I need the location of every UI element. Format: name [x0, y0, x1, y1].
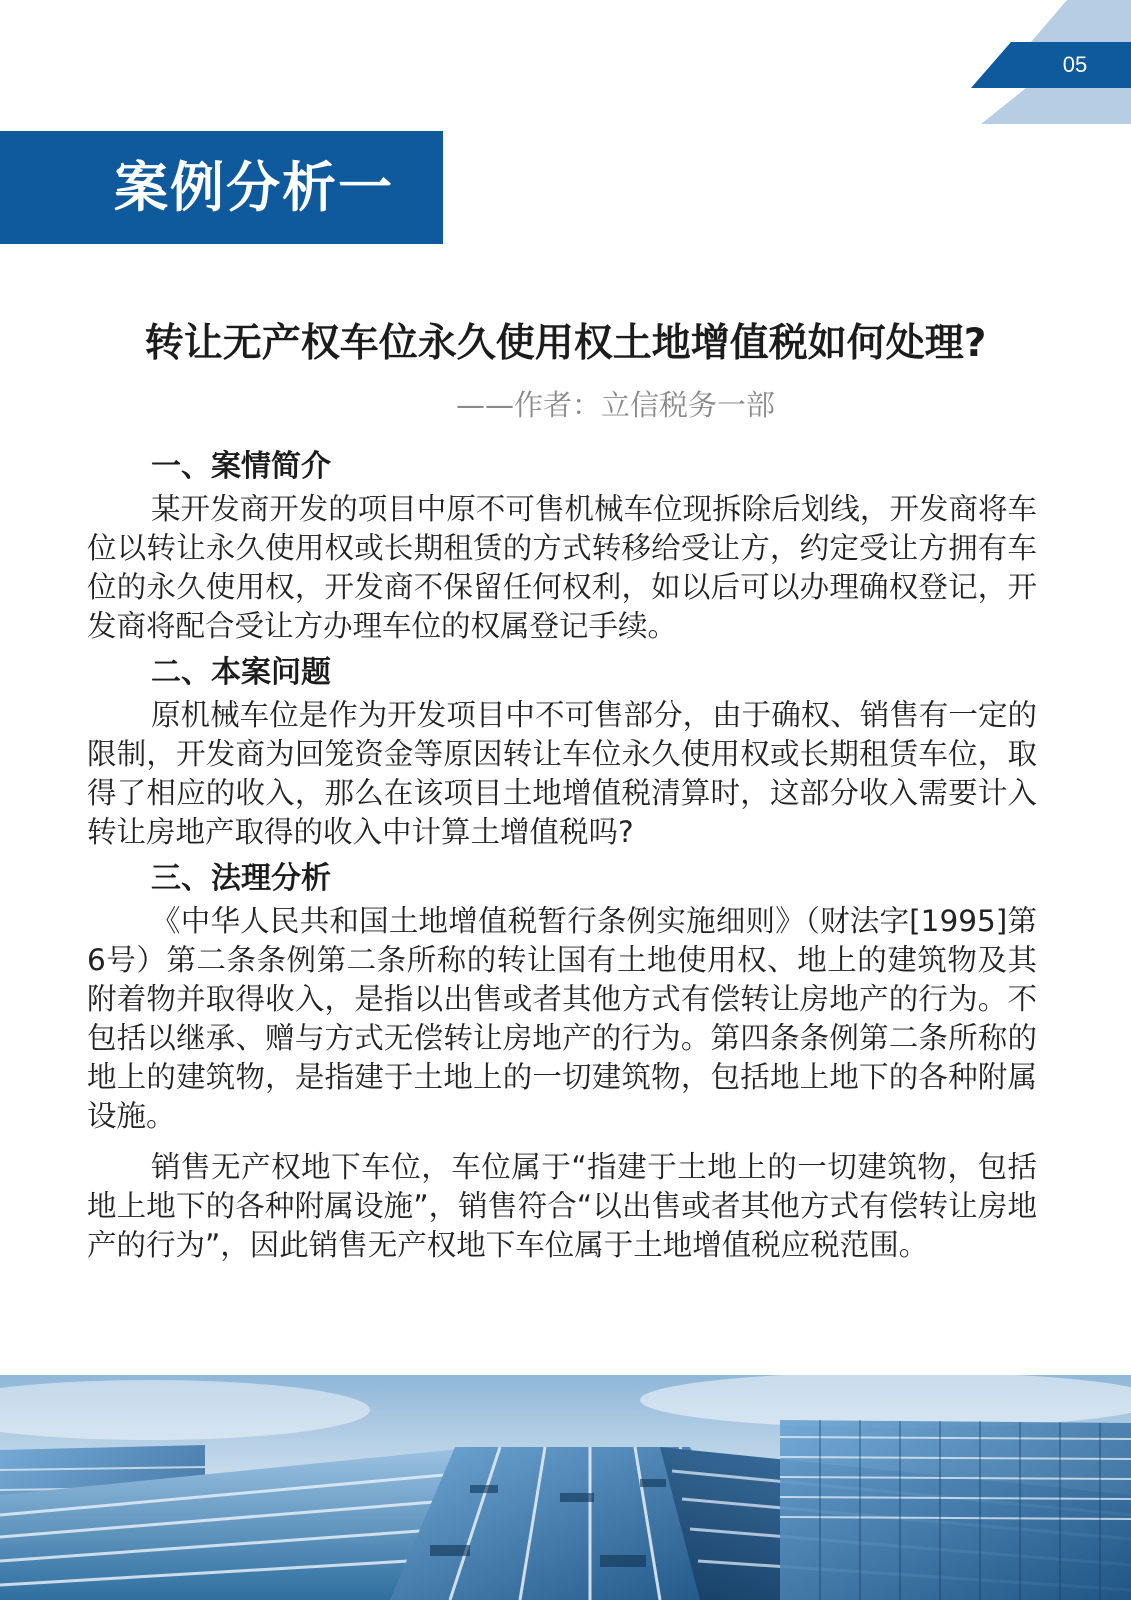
- buildings-skyline-photo: [0, 1375, 1131, 1600]
- section-case-intro: [87, 446, 1037, 646]
- body-paragraph: 销售无产权地下车位，车位属于“指建于土地上的一切建筑物，包括地上地下的各种附属设施”，销售符合“以出售或者其他方式有偿转让房地产的行为”，因此销售无产权地下车位属于土地增值税应税范围。: [87, 1150, 1037, 1262]
- corner-decoration-top: [1031, 0, 1131, 42]
- section-heading: 二、本案问题: [151, 655, 331, 690]
- section-heading: 三、法理分析: [151, 861, 331, 896]
- section-legal-analysis: [87, 858, 1037, 1265]
- section-banner-title: 案例分析一: [114, 156, 394, 219]
- article-byline: ——作者：立信税务一部: [455, 388, 775, 422]
- article-title: 转让无产权车位永久使用权土地增值税如何处理?: [144, 321, 987, 366]
- page-number: 05: [1062, 52, 1088, 77]
- body-paragraph: 原机械车位是作为开发项目中不可售部分，由于确权、销售有一定的限制，开发商为回笼资金等原因转让车位永久使用权或长期租赁车位，取得了相应的收入，那么在该项目土地增值税清算时，这部分收入需要计入转让房地产取得的收入中计算土增值税吗?: [87, 698, 1037, 849]
- body-paragraph: 某开发商开发的项目中原不可售机械车位现拆除后划线，开发商将车位以转让永久使用权或长期租赁的方式转移给受让方，约定受让方拥有车位的永久使用权，开发商不保留任何权利，如以后可以办理确权登记，开发商将配合受让方办理车位的权属登记手续。: [87, 492, 1037, 643]
- body-paragraph: 《中华人民共和国土地增值税暂行条例实施细则》（财法字[1995]第6号）第二条条例第二条所称的转让国有土地使用权、地上的建筑物及其附着物并取得收入，是指以出售或者其他方式有偿转让房地产的行为。不包括以继承、赠与方式无偿转让房地产的行为。第四条条例第二条所称的地上的建筑物，是指建于土地上的一切建筑物，包括地上地下的各种附属设施。: [87, 904, 1037, 1133]
- section-banner: [0, 131, 443, 244]
- section-case-question: [87, 652, 1037, 852]
- article-body: [87, 446, 1037, 1271]
- section-heading: 一、案情简介: [151, 449, 331, 484]
- corner-decoration-bottom: [981, 88, 1131, 124]
